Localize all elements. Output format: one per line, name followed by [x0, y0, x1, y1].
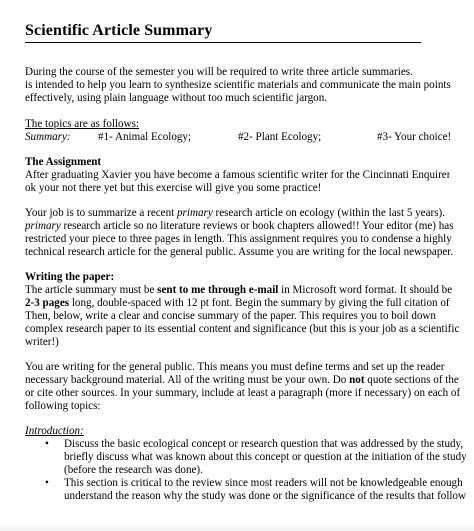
writing-line-2b: long, double-spaced with 12 pt font. Begin the summary by giving the full citation of [69, 297, 450, 309]
assignment-line-1: After graduating Xavier you have become a famous scientific writer for the Cincinnati Enquirer [25, 169, 451, 181]
writing-line-4: complex research paper to its essential content and significance (but this is your job as a scientific [25, 323, 460, 335]
writing-line-2 [25, 297, 450, 310]
job-line-1c: research article on ecology (within the last 5 years). [212, 207, 446, 219]
bullet-1-line-1: Discuss the basic ecological concept or research question that was addressed by the study, [64, 438, 464, 450]
job-primary-2: primary [25, 220, 61, 232]
page-bottom-edge [0, 522, 474, 531]
topic-2: #2- Plant Ecology; [238, 131, 322, 143]
general-line-2a: necessary background material. All of the writing must be your own. Do [25, 374, 350, 386]
topics-heading: The topics are as follows: [25, 118, 139, 130]
writing-line-3: Then, below, write a clear and concise summary of the paper. This requires you to boil down [25, 310, 436, 322]
general-line-4: following topics: [25, 400, 101, 412]
assignment-line-2: ok your not there yet but this exercise will give you some practice! [25, 182, 322, 194]
intro-line-3: effectively, using plain language without too much scientific jargon. [25, 92, 328, 104]
bullet-2-marker: • [45, 477, 49, 489]
bullet-1-line-2: briefly discuss what was known about this concept or question at the initiation of the study [64, 451, 467, 463]
intro-line-2: is intended to help you learn to synthesize scientific materials and communicate the main points [25, 79, 451, 91]
job-primary-1: primary [177, 207, 213, 219]
page-title: Scientific Article Summary [25, 22, 213, 39]
job-line-2 [25, 220, 454, 233]
job-line-1a: Your job is to summarize a recent [25, 207, 177, 219]
writing-heading: Writing the paper: [25, 271, 115, 283]
general-line-2 [25, 374, 459, 387]
general-line-3: or cite other sources. In your summary, include at least a paragraph (more if necessary) on each of [25, 387, 461, 399]
job-line-3: restricted your piece to three pages in length. This assignment requires you to condense a highly [25, 233, 452, 245]
job-line-1 [25, 207, 445, 220]
writing-pages-emphasis: 2-3 pages [25, 297, 70, 309]
writing-line-1a: The article summary must be [25, 284, 158, 296]
introduction-heading: Introduction: [25, 425, 84, 437]
general-not-emphasis: not [349, 374, 365, 386]
writing-line-1c: in Microsoft word format. It should be [278, 284, 453, 296]
topic-3: #3- Your choice! [377, 131, 452, 143]
general-line-1: You are writing for the general public. This means you must define terms and set up the reader [25, 361, 445, 373]
intro-line-1: During the course of the semester you will be required to write three article summaries. [25, 66, 413, 78]
writing-line-5: writer!) [25, 336, 59, 348]
job-line-4: technical research article for the general public. Assume you are writing for the local newspaper. [25, 246, 454, 258]
writing-line-1 [25, 284, 452, 297]
bullet-2-line-2: understand the reason why the study was done or the significance of the results that follow [64, 490, 467, 502]
topics-summary-label: Summary: [25, 131, 71, 143]
topic-1: #1- Animal Ecology; [98, 131, 192, 143]
job-line-2b: research article so no literature reviews or book chapters allowed!! Your editor (me) has [60, 220, 454, 232]
writing-email-emphasis: sent to me through e-mail [157, 284, 279, 296]
bullet-1-marker: • [45, 438, 49, 450]
bullet-2-line-1: This section is critical to the review since most readers will not be knowledgeable enough [64, 477, 463, 489]
general-line-2c: quote sections of the [364, 374, 459, 386]
assignment-heading: The Assignment [25, 156, 102, 168]
title-underline [25, 42, 421, 43]
bullet-1-line-3: (before the research was done). [64, 464, 203, 476]
